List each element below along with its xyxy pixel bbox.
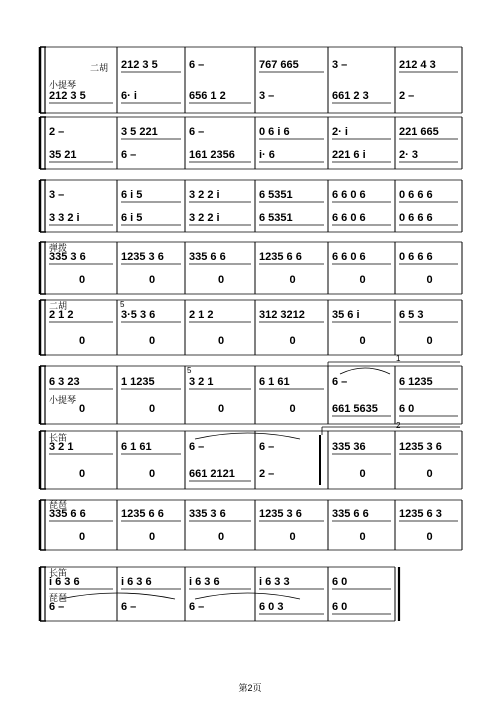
measure-notes: 1235 6 6 [121, 508, 164, 520]
measure-notes: i 6 3 3 [259, 576, 290, 588]
instrument-label: 长笛 [49, 433, 68, 443]
volta-number: 1 [396, 354, 401, 363]
measure-notes: 0 [289, 335, 296, 347]
measure-notes: 212 4 3 [399, 59, 436, 71]
measure-notes: 0 [426, 468, 433, 480]
measure-notes: 0 [217, 274, 225, 286]
measure-notes: 2· 3 [399, 149, 418, 161]
page-number: 第2页 [238, 683, 262, 693]
measure-notes: 6 – [189, 59, 205, 71]
measure-notes: 3 2 2 i [189, 189, 220, 201]
measure-notes: 0 [289, 274, 296, 286]
measure-notes: 661 5635 [332, 403, 378, 415]
measure-notes: 2 – [259, 468, 275, 480]
measure-notes: 3 5 221 [121, 126, 158, 138]
measure-notes: 0 [78, 274, 86, 286]
measure-notes: 2 1 2 [189, 309, 214, 321]
measure-notes: 335 3 6 [189, 508, 226, 520]
measure-notes: i 6 3 6 [121, 576, 152, 588]
measure-notes: 6· i [121, 90, 137, 102]
measure-notes: 1235 3 6 [121, 251, 164, 263]
tie-slur [195, 433, 300, 439]
measure-notes: 6 1 61 [121, 441, 152, 453]
measure-notes: 335 3 6 [49, 251, 86, 263]
measure-notes: 6 3 23 [49, 376, 80, 388]
measure-notes: 0 [289, 403, 296, 415]
measure-notes: 0 [289, 531, 296, 543]
measure-notes: 6 i 5 [121, 212, 143, 224]
measure-notes: 161 2356 [189, 149, 235, 161]
measure-notes: 0 [78, 468, 86, 480]
instrument-label: 弹拨 [49, 243, 68, 253]
measure-notes: 6 – [189, 126, 205, 138]
measure-notes: 2 – [49, 126, 65, 138]
measure-notes: 6 i 5 [121, 189, 143, 201]
measure-notes: 0 [426, 274, 433, 286]
measure-notes: 335 6 6 [332, 508, 369, 520]
tie-slur [340, 368, 390, 374]
measure-notes: 0 [359, 468, 366, 480]
breath-mark: 5 [187, 366, 192, 375]
instrument-label: 小提琴 [49, 80, 77, 90]
instrument-label: 二胡 [90, 63, 109, 73]
measure-notes: 0 [78, 403, 86, 415]
tie-slur [195, 593, 300, 599]
measure-notes: 212 3 5 [49, 90, 86, 102]
measure-notes: 6 5351 [259, 212, 293, 224]
measure-notes: 6 – [259, 441, 275, 453]
measure-notes: 656 1 2 [189, 90, 226, 102]
measure-notes: 1235 6 6 [259, 251, 302, 263]
measure-notes: 0 [148, 468, 156, 480]
measure-notes: 2· i [332, 126, 348, 138]
measure-notes: i· 6 [259, 149, 275, 161]
instrument-label: 小提琴 [49, 395, 77, 405]
measure-notes: 1 1235 [121, 376, 155, 388]
measure-notes: 0 [148, 335, 156, 347]
instrument-label: 琵琶 [49, 593, 68, 603]
measure-notes: 3 2 1 [49, 441, 74, 453]
measure-notes: 6 – [189, 441, 205, 453]
measure-notes: 335 36 [332, 441, 366, 453]
measure-notes: 0 [148, 274, 156, 286]
measure-notes: 0 6 6 6 [399, 251, 433, 263]
measure-notes: 2 – [399, 90, 415, 102]
measure-notes: 0 [359, 531, 366, 543]
measure-notes: i 6 3 6 [189, 576, 220, 588]
measure-notes: 3 2 1 [189, 376, 214, 388]
measure-notes: 6 – [121, 149, 137, 161]
measure-notes: 0 [148, 531, 156, 543]
measure-notes: 0 [217, 531, 225, 543]
measure-notes: 0 [426, 531, 433, 543]
measure-notes: 0 [78, 335, 86, 347]
measure-notes: 2 1 2 [49, 309, 74, 321]
measure-notes: 6 0 [332, 576, 348, 588]
measure-notes: 767 665 [259, 59, 299, 71]
measure-notes: 6 5 3 [399, 309, 424, 321]
measure-notes: 6 0 [399, 403, 415, 415]
measure-notes: 6 6 0 6 [332, 189, 366, 201]
measure-notes: 0 [217, 335, 225, 347]
measure-notes: 6 – [332, 376, 348, 388]
measure-notes: 0 6 6 6 [399, 212, 433, 224]
measure-notes: 6 – [121, 601, 137, 613]
measure-notes: 0 [148, 403, 156, 415]
measure-notes: 1235 3 6 [399, 441, 442, 453]
measure-notes: 335 6 6 [49, 508, 86, 520]
measure-notes: 1235 6 3 [399, 508, 442, 520]
measure-notes: 661 2121 [189, 468, 235, 480]
measure-notes: 6 – [189, 601, 205, 613]
instrument-label: 长笛 [49, 568, 68, 578]
measure-notes: 35 21 [49, 149, 77, 161]
measure-notes: 3 3 2 i [49, 212, 80, 224]
measure-notes: 221 6 i [332, 149, 366, 161]
volta-number: 2 [396, 421, 401, 430]
breath-mark: 5 [120, 300, 125, 309]
measure-notes: 312 3212 [259, 309, 305, 321]
measure-notes: 3 – [49, 189, 65, 201]
measure-notes: 335 6 6 [189, 251, 226, 263]
measure-notes: 212 3 5 [121, 59, 158, 71]
measure-notes: 6 0 [332, 601, 348, 613]
measure-notes: 6 6 0 6 [332, 251, 366, 263]
measure-notes: 661 2 3 [332, 90, 369, 102]
measure-notes: 3·5 3 6 [121, 309, 156, 321]
measure-notes: 0 [359, 274, 366, 286]
measure-notes: 0 [426, 335, 433, 347]
measure-notes: 1235 3 6 [259, 508, 302, 520]
measure-notes: 0 6 6 6 [399, 189, 433, 201]
measure-notes: 3 – [259, 90, 275, 102]
measure-notes: 221 665 [399, 126, 439, 138]
measure-notes: 6 1235 [399, 376, 433, 388]
measure-notes: 6 6 0 6 [332, 212, 366, 224]
measure-notes: 6 1 61 [259, 376, 290, 388]
instrument-label: 琵琶 [49, 500, 68, 510]
measure-notes: 0 [359, 335, 366, 347]
measure-notes: 6 5351 [259, 189, 293, 201]
instrument-label: 二胡 [49, 301, 68, 311]
measure-notes: 0 6 i 6 [259, 126, 290, 138]
measure-notes: 0 [217, 403, 225, 415]
measure-notes: 6 0 3 [259, 601, 284, 613]
measure-notes: 3 2 2 i [189, 212, 220, 224]
measure-notes: 0 [78, 531, 86, 543]
measure-notes: 35 6 i [332, 309, 360, 321]
measure-notes: i 6 3 6 [49, 576, 80, 588]
measure-notes: 3 – [332, 59, 348, 71]
measure-notes: 6 – [49, 601, 65, 613]
